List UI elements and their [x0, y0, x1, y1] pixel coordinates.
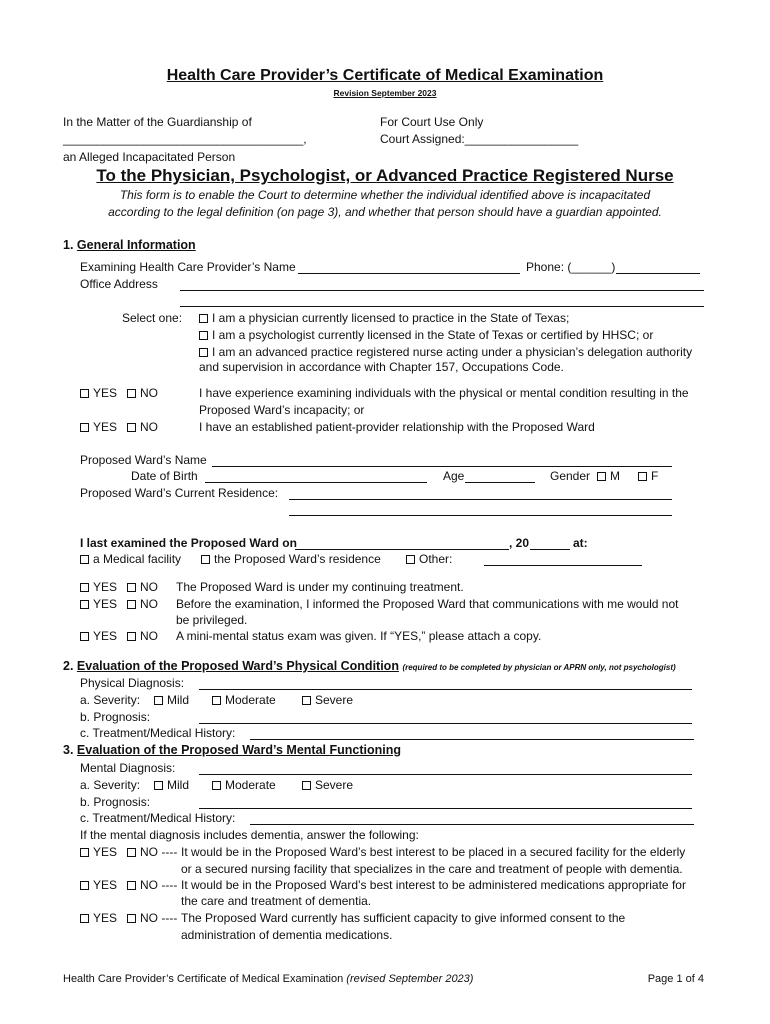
checkbox-icon[interactable] [199, 314, 208, 323]
ward-name-label: Proposed Ward’s Name [80, 453, 207, 467]
mental-severity-mild[interactable]: Mild [154, 778, 189, 792]
dementia-q2-no[interactable]: NO ---- [127, 878, 177, 892]
physical-severity-label: a. Severity: [80, 693, 141, 707]
dementia-q3-no[interactable]: NO ---- [127, 911, 177, 925]
provider-name-label: Examining Health Care Provider’s Name [80, 260, 296, 274]
treatment-no[interactable]: NO [127, 580, 158, 594]
footer-form-name [63, 973, 473, 985]
checkbox-icon[interactable] [80, 389, 89, 398]
checkbox-icon[interactable] [80, 583, 89, 592]
physical-severity-mild[interactable]: Mild [154, 693, 189, 707]
checkbox-icon[interactable] [127, 881, 136, 890]
page-number: Page 1 of 4 [647, 973, 704, 985]
checkbox-icon[interactable] [80, 848, 89, 857]
dementia-q2-text-2: the care and treatment of dementia. [181, 894, 372, 908]
residence-field-1[interactable] [289, 499, 672, 500]
alleged-label: an Alleged Incapacitated Person [63, 150, 236, 164]
office-address-label: Office Address [80, 277, 158, 291]
option-aprn[interactable]: I am an advanced practice registered nurse acting under a physician’s delegation authority [199, 345, 692, 359]
dob-field[interactable] [205, 482, 427, 483]
place-other-field[interactable] [484, 565, 642, 566]
relationship-no[interactable]: NO [127, 420, 158, 434]
section-1-heading [63, 238, 196, 252]
gender-m[interactable]: M [597, 469, 620, 483]
select-one-label: Select one: [122, 311, 183, 325]
checkbox-icon[interactable] [127, 389, 136, 398]
gender-label: Gender [550, 469, 591, 483]
office-address-field-1[interactable] [180, 290, 704, 291]
physical-diagnosis-label: Physical Diagnosis: [80, 676, 185, 690]
checkbox-icon[interactable] [302, 696, 311, 705]
place-medical-facility[interactable]: a Medical facility [80, 552, 181, 566]
option-aprn-continued: and supervision in accordance with Chapter 157, Occupations Code. [199, 360, 564, 374]
mental-diagnosis-label: Mental Diagnosis: [80, 761, 176, 775]
section-1-title: General Information [76, 238, 196, 252]
physical-history-field[interactable] [250, 739, 694, 740]
checkbox-icon[interactable] [80, 632, 89, 641]
checkbox-icon[interactable] [199, 331, 208, 340]
checkbox-icon[interactable] [201, 555, 210, 564]
treatment-yes[interactable]: YES [80, 580, 117, 594]
mini-mental-no[interactable]: NO [127, 629, 158, 643]
checkbox-icon[interactable] [212, 696, 221, 705]
checkbox-icon[interactable] [127, 583, 136, 592]
residence-label: Proposed Ward’s Current Residence: [80, 486, 279, 500]
footer-title: Health Care Provider’s Certificate of Medical Examination [63, 973, 344, 985]
experience-yes[interactable]: YES [80, 386, 117, 400]
dementia-q1-no[interactable]: NO ---- [127, 845, 177, 859]
mental-diagnosis-field[interactable] [199, 774, 692, 775]
option-physician[interactable]: I am a physician currently licensed to practice in the State of Texas; [199, 311, 569, 325]
physical-diagnosis-field[interactable] [199, 689, 692, 690]
physical-history-label: c. Treatment/Medical History: [80, 726, 236, 740]
at-label: at: [573, 536, 588, 550]
section-3-number: 3. [63, 743, 74, 757]
privilege-statement-2: be privileged. [176, 613, 248, 627]
court-assigned-field[interactable]: Court Assigned:_________________ [380, 132, 579, 146]
place-other[interactable]: Other: [406, 552, 452, 566]
intro-line-2: according to the legal definition (on page 3), and whether that person should have a guardian appointed. [108, 205, 662, 219]
phone-field[interactable] [616, 273, 700, 274]
option-psychologist[interactable]: I am a psychologist currently licensed in the State of Texas or certified by HHSC; or [199, 328, 653, 342]
relationship-statement: I have an established patient-provider relationship with the Proposed Ward [199, 420, 595, 434]
physical-severity-moderate[interactable]: Moderate [212, 693, 276, 707]
checkbox-icon[interactable] [406, 555, 415, 564]
place-residence[interactable]: the Proposed Ward’s residence [201, 552, 381, 566]
section-2-number: 2. [63, 659, 74, 673]
addressee-heading: To the Physician, Psychologist, or Advanced Practice Registered Nurse [96, 166, 674, 185]
checkbox-icon[interactable] [80, 423, 89, 432]
treatment-statement: The Proposed Ward is under my continuing treatment. [176, 580, 464, 594]
privilege-no[interactable]: NO [127, 597, 158, 611]
last-exam-label: I last examined the Proposed Ward on [80, 536, 297, 550]
mental-history-label: c. Treatment/Medical History: [80, 811, 236, 825]
dementia-q2-yes[interactable]: YES [80, 878, 117, 892]
checkbox-icon[interactable] [127, 423, 136, 432]
dementia-q3-yes[interactable]: YES [80, 911, 117, 925]
year-label: , 20 [509, 536, 530, 550]
checkbox-icon[interactable] [80, 914, 89, 923]
mental-prognosis-field[interactable] [199, 808, 692, 809]
checkbox-icon[interactable] [638, 472, 647, 481]
mini-mental-statement: A mini-mental status exam was given. If “YES,” please attach a copy. [176, 629, 542, 643]
mental-severity-severe[interactable]: Severe [302, 778, 353, 792]
checkbox-icon[interactable] [127, 914, 136, 923]
checkbox-icon[interactable] [127, 848, 136, 857]
year-field[interactable] [530, 549, 570, 550]
dementia-intro: If the mental diagnosis includes dementia, answer the following: [80, 828, 419, 842]
provider-name-field[interactable] [298, 273, 520, 274]
intro-line-1: This form is to enable the Court to determine whether the individual identified above is incapacitated [119, 188, 651, 202]
ward-name-blank[interactable]: ____________________________________, [63, 132, 307, 146]
dementia-q1-text-2: or a secured nursing facility that specializes in the care and treatment of people with dementia. [181, 862, 683, 876]
dob-label: Date of Birth [131, 469, 198, 483]
residence-field-2[interactable] [289, 515, 672, 516]
physical-severity-severe[interactable]: Severe [302, 693, 353, 707]
dementia-q2-text-1: It would be in the Proposed Ward’s best interest to be administered medications appropriate for [181, 878, 686, 892]
section-2-note: (required to be completed by physician or APRN only, not psychologist) [402, 663, 676, 672]
checkbox-icon[interactable] [80, 881, 89, 890]
office-address-field-2[interactable] [180, 306, 704, 307]
age-field[interactable] [465, 482, 535, 483]
mental-history-field[interactable] [250, 824, 694, 825]
checkbox-icon[interactable] [199, 348, 208, 357]
experience-no[interactable]: NO [127, 386, 158, 400]
checkbox-icon[interactable] [80, 600, 89, 609]
matter-label: In the Matter of the Guardianship of [63, 115, 252, 129]
checkbox-icon[interactable] [597, 472, 606, 481]
checkbox-icon[interactable] [302, 781, 311, 790]
physical-prognosis-label: b. Prognosis: [80, 710, 151, 724]
relationship-yes[interactable]: YES [80, 420, 117, 434]
ward-name-field[interactable] [212, 466, 672, 467]
privilege-statement-1: Before the examination, I informed the Proposed Ward that communications with me would not [176, 597, 679, 611]
checkbox-icon[interactable] [154, 696, 163, 705]
age-label: Age [443, 469, 465, 483]
physical-prognosis-field[interactable] [199, 723, 692, 724]
mental-prognosis-label: b. Prognosis: [80, 795, 151, 809]
mental-severity-moderate[interactable]: Moderate [212, 778, 276, 792]
checkbox-icon[interactable] [154, 781, 163, 790]
privilege-yes[interactable]: YES [80, 597, 117, 611]
mini-mental-yes[interactable]: YES [80, 629, 117, 643]
experience-statement-2: Proposed Ward’s incapacity; or [199, 403, 365, 417]
form-title: Health Care Provider’s Certificate of Medical Examination [166, 67, 604, 84]
dementia-q1-text-1: It would be in the Proposed Ward’s best interest to be placed in a secured facility for the elderly [181, 845, 686, 859]
phone-label: Phone: (______) [526, 260, 616, 274]
checkbox-icon[interactable] [212, 781, 221, 790]
gender-f[interactable]: F [638, 469, 658, 483]
dementia-q3-text-2: administration of dementia medications. [181, 928, 393, 942]
mental-severity-label: a. Severity: [80, 778, 141, 792]
dementia-q3-text-1: The Proposed Ward currently has sufficient capacity to give informed consent to the [181, 911, 626, 925]
section-2-heading [63, 659, 676, 673]
footer-revision: (revised September 2023) [346, 973, 474, 985]
revision-date: Revision September 2023 [333, 88, 437, 98]
section-1-number: 1. [63, 238, 74, 252]
last-exam-date-field[interactable] [295, 549, 509, 550]
section-2-title: Evaluation of the Proposed Ward’s Physical Condition [76, 659, 399, 673]
dementia-q1-yes[interactable]: YES [80, 845, 117, 859]
section-3-title: Evaluation of the Proposed Ward’s Mental Functioning [76, 743, 402, 757]
checkbox-icon[interactable] [127, 632, 136, 641]
checkbox-icon[interactable] [127, 600, 136, 609]
court-use-label: For Court Use Only [380, 115, 484, 129]
checkbox-icon[interactable] [80, 555, 89, 564]
section-3-heading [63, 743, 401, 757]
experience-statement-1: I have experience examining individuals with the physical or mental condition resulting in the [199, 386, 689, 400]
